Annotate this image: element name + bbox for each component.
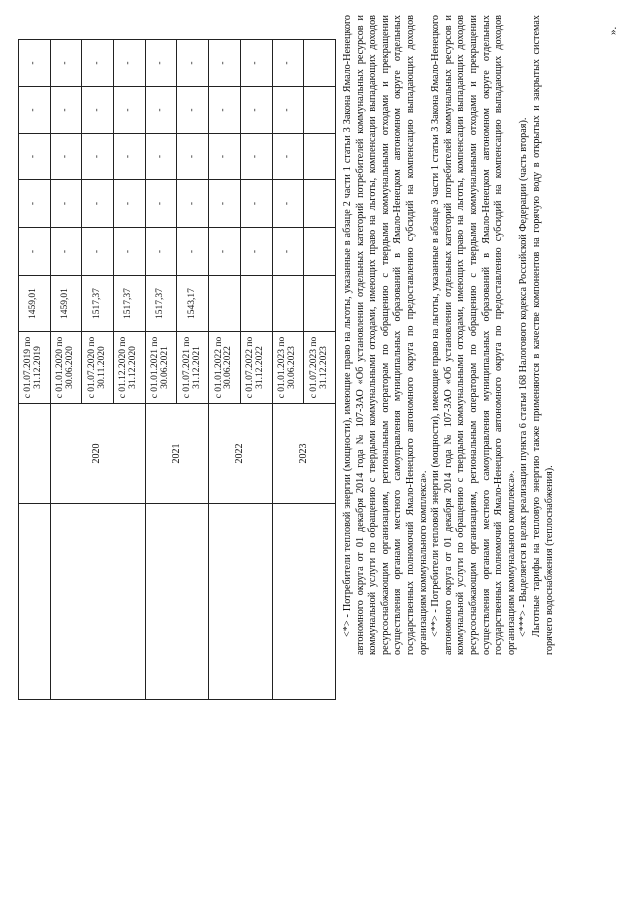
tariff-value-cell: 1517,37 (82, 276, 114, 332)
dash-cell: - (145, 87, 177, 134)
empty-label-cell (50, 504, 145, 700)
period-cell: с 01.01.2021 по 30.06.2021 (145, 332, 177, 404)
footnote-4: Льготные тарифы на тепловую энергию также применяются в качестве компонентов на горячую воду в открытых и закрытых системах горячего водоснабжения (теплоснабжения). (530, 15, 555, 655)
dash-cell: - (240, 180, 272, 228)
dash-cell: - (82, 134, 114, 180)
tariff-value-cell (240, 276, 272, 332)
dash-cell: - (82, 228, 114, 276)
tariff-value-cell: 1459,01 (19, 276, 51, 332)
tariff-table (18, 39, 336, 700)
period-cell: с 01.07.2020 по 30.11.2020 (82, 332, 114, 404)
empty-label-cell (145, 504, 208, 700)
period-cell: с 01.07.2019 по 31.12.2019 (19, 332, 51, 404)
dash-cell: - (240, 40, 272, 87)
tariff-value-cell: 1459,01 (50, 276, 82, 332)
dash-cell: - (272, 228, 304, 276)
year-cell (19, 404, 51, 504)
period-cell: с 01.01.2020 по 30.06.2020 (50, 332, 82, 404)
footnote-2: <**> - Потребители тепловой энергии (мощности), имеющие право на льготы, указанные в абзаце 3 части 1 статьи 3 Закона Ямало-Ненецкого автономного округа от 01 декабря 2014 года № 107-ЗАО «Об установлении отдельных категорий потребителей коммунальных ресурсов и коммунальной услуги по обращению с твердыми коммунальными отходами, имеющих право на льготы, компенсации выпадающих доходов ресурсоснабжающим организациям, региональным операторам по обращению с твердыми коммунальными отходами и прекращении осуществления органами местного самоуправления муниципальных образований в Ямало-Ненецком автономном округе отдельных государственных полномочий Ямало-Ненецкого автономного округа по предоставлению субсидий на компенсацию выпадающих доходов организациям коммунального комплекса». (430, 15, 517, 655)
table-row (209, 40, 241, 700)
table-row (145, 40, 177, 700)
dash-cell: - (209, 228, 241, 276)
dash-cell: - (19, 228, 51, 276)
period-cell: с 01.01.2022 по 30.06.2022 (209, 332, 241, 404)
dash-cell: - (209, 180, 241, 228)
dash-cell: - (177, 87, 209, 134)
footnotes (342, 15, 556, 655)
tariff-value-cell: 1517,37 (114, 276, 146, 332)
dash-cell: - (114, 40, 146, 87)
dash-cell: - (145, 228, 177, 276)
dash-cell: - (114, 180, 146, 228)
tariff-value-cell (304, 276, 336, 332)
dash-cell: - (114, 87, 146, 134)
table-row (19, 40, 51, 700)
dash-cell: - (209, 40, 241, 87)
table-row (50, 40, 82, 700)
dash-cell: - (145, 180, 177, 228)
dash-cell: - (177, 40, 209, 87)
dash-cell: - (19, 40, 51, 87)
dash-cell: - (272, 180, 304, 228)
year-cell: 2020 (50, 404, 145, 504)
dash-cell: - (240, 87, 272, 134)
year-cell: 2022 (209, 404, 272, 504)
dash-cell (304, 180, 336, 228)
dash-cell: - (177, 180, 209, 228)
dash-cell: - (177, 134, 209, 180)
empty-label-cell (209, 504, 272, 700)
dash-cell (304, 228, 336, 276)
tariff-value-cell: 1543,17 (177, 276, 209, 332)
period-cell: с 01.07.2023 по 31.12.2023 (304, 332, 336, 404)
tariff-value-cell (209, 276, 241, 332)
dash-cell: - (114, 134, 146, 180)
period-cell: с 01.01.2023 по 30.06.2023 (272, 332, 304, 404)
dash-cell: - (19, 134, 51, 180)
dash-cell: - (209, 134, 241, 180)
empty-label-cell (19, 504, 51, 700)
tariff-value-cell (272, 276, 304, 332)
dash-cell: - (240, 228, 272, 276)
dash-cell: - (145, 40, 177, 87)
dash-cell: - (177, 228, 209, 276)
dash-cell (304, 40, 336, 87)
footnote-3: <***> - Выделяется в целях реализации пункта 6 статьи 168 Налогового кодекса Российской Федерации (часть вторая). (518, 117, 530, 637)
dash-cell: - (272, 134, 304, 180)
dash-cell: - (240, 134, 272, 180)
dash-cell: - (209, 87, 241, 134)
dash-cell: - (272, 40, 304, 87)
year-cell: 2021 (145, 404, 208, 504)
dash-cell: - (82, 40, 114, 87)
dash-cell: - (50, 40, 82, 87)
period-cell: с 01.07.2021 по 31.12.2021 (177, 332, 209, 404)
dash-cell: - (272, 87, 304, 134)
dash-cell: - (50, 87, 82, 134)
dash-cell: - (19, 180, 51, 228)
dash-cell: - (114, 228, 146, 276)
dash-cell: - (50, 228, 82, 276)
dash-cell (304, 87, 336, 134)
footnote-1: <*> - Потребители тепловой энергии (мощности), имеющие право на льготы, указанные в абзаце 2 части 1 статьи 3 Закона Ямало-Ненецкого автономного округа от 01 декабря 2014 года № 107-ЗАО «Об установлении отдельных категорий потребителей коммунальных ресурсов и коммунальной услуги по обращению с твердыми коммунальными отходами, имеющих право на льготы, компенсации выпадающих доходов ресурсоснабжающим организациям, региональным операторам по обращению с твердыми коммунальными отходами и прекращении осуществления органами местного самоуправления муниципальных образований в Ямало-Ненецком автономном округе отдельных государственных полномочий Ямало-Ненецкого автономного округа по предоставлению субсидий на компенсацию выпадающих доходов организациям коммунального комплекса». (342, 15, 429, 655)
dash-cell: - (19, 87, 51, 134)
dash-cell: - (50, 180, 82, 228)
tariff-value-cell: 1517,37 (145, 276, 177, 332)
empty-label-cell (272, 504, 336, 700)
year-cell: 2023 (272, 404, 336, 504)
period-cell: с 01.12.2020 по 31.12.2020 (114, 332, 146, 404)
dash-cell: - (50, 134, 82, 180)
closing-quote: ». (607, 26, 619, 35)
dash-cell: - (145, 134, 177, 180)
dash-cell (304, 134, 336, 180)
dash-cell: - (82, 87, 114, 134)
table-row (272, 40, 304, 700)
dash-cell: - (82, 180, 114, 228)
period-cell: с 01.07.2022 по 31.12.2022 (240, 332, 272, 404)
